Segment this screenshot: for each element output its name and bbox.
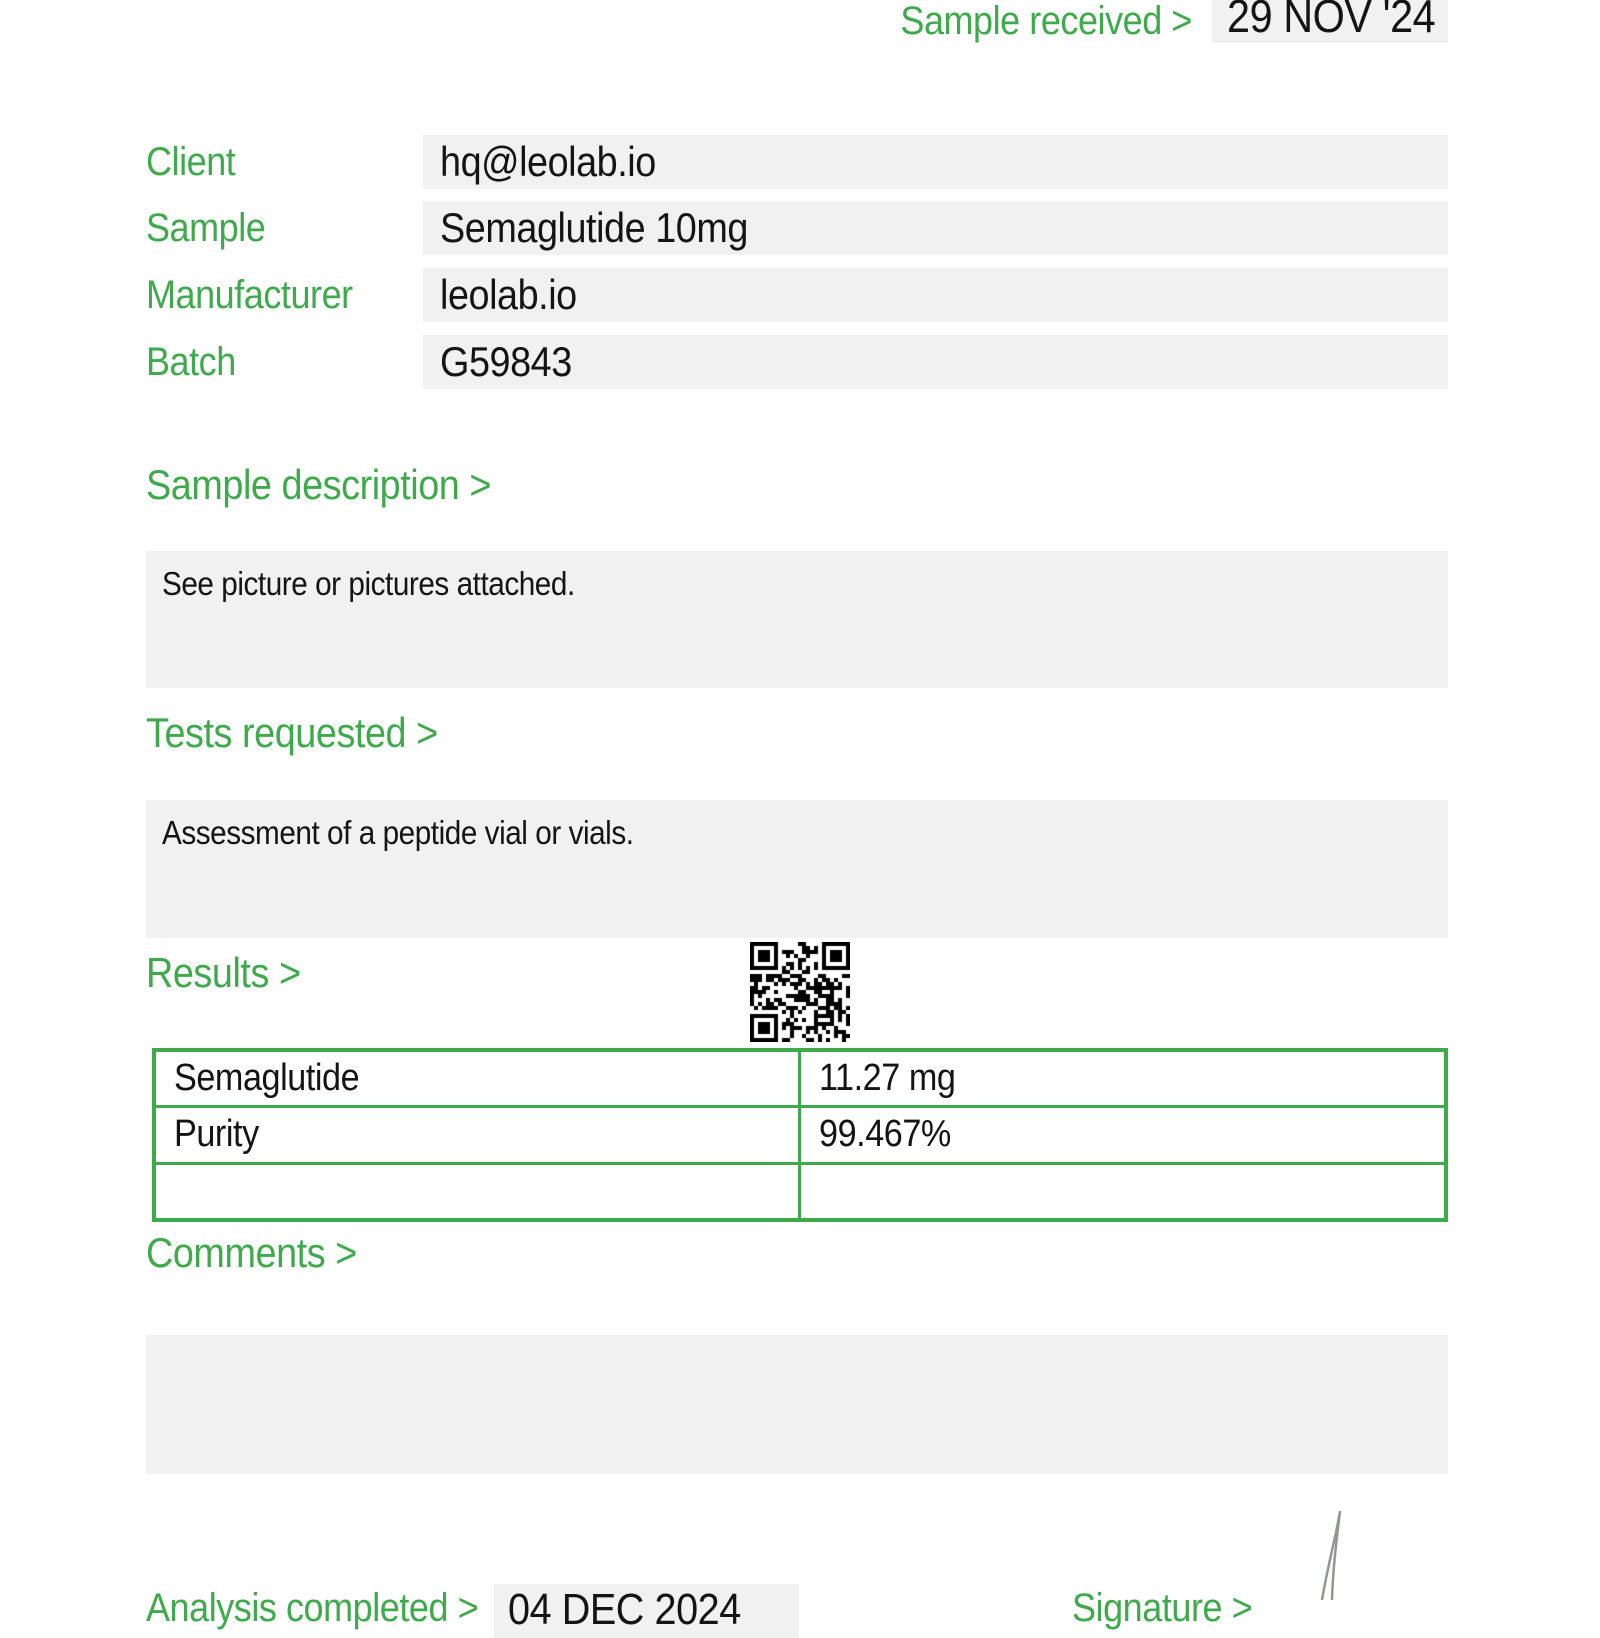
cell-analyte bbox=[156, 1165, 801, 1218]
field-value-batch: G59843 bbox=[423, 335, 1448, 389]
field-label-sample: Sample bbox=[146, 206, 266, 250]
table-row bbox=[156, 1165, 1444, 1218]
field-label-batch: Batch bbox=[146, 340, 236, 384]
sample-description-box: See picture or pictures attached. bbox=[146, 551, 1448, 688]
analysis-completed-date: 04 DEC 2024 bbox=[508, 1585, 741, 1634]
field-value-manufacturer: leolab.io bbox=[423, 268, 1448, 322]
section-heading-comments: Comments > bbox=[146, 1229, 357, 1276]
tests-requested-box: Assessment of a peptide vial or vials. bbox=[146, 800, 1448, 938]
sample-received-label: Sample received > bbox=[900, 0, 1192, 43]
qr-code-wrap bbox=[750, 942, 850, 1042]
qr-code bbox=[750, 942, 850, 1042]
cell-analyte: Semaglutide bbox=[156, 1052, 801, 1105]
field-value-sample: Semaglutide 10mg bbox=[423, 201, 1448, 255]
field-value-client: hq@leolab.io bbox=[423, 135, 1448, 189]
signature-label: Signature > bbox=[1072, 1586, 1253, 1630]
table-row bbox=[156, 1052, 1444, 1108]
cell-result: 99.467% bbox=[819, 1113, 951, 1156]
sample-received-date-box bbox=[1212, 0, 1448, 43]
analysis-completed-label: Analysis completed > bbox=[146, 1586, 479, 1630]
field-label-manufacturer: Manufacturer bbox=[146, 273, 353, 317]
sample-received-date: 29 NOV '24 bbox=[1227, 0, 1436, 42]
section-heading-sample-description: Sample description > bbox=[146, 461, 492, 508]
field-label-client: Client bbox=[146, 140, 236, 184]
cell-result: 11.27 mg bbox=[819, 1057, 956, 1100]
analysis-completed-date-box bbox=[494, 1584, 799, 1638]
results-table bbox=[152, 1048, 1448, 1222]
signature-stroke bbox=[1240, 1440, 1460, 1600]
section-heading-tests-requested: Tests requested > bbox=[146, 709, 438, 756]
cell-result bbox=[801, 1165, 1444, 1218]
table-row bbox=[156, 1108, 1444, 1164]
section-heading-results: Results > bbox=[146, 949, 301, 996]
cell-analyte: Purity bbox=[156, 1108, 801, 1161]
